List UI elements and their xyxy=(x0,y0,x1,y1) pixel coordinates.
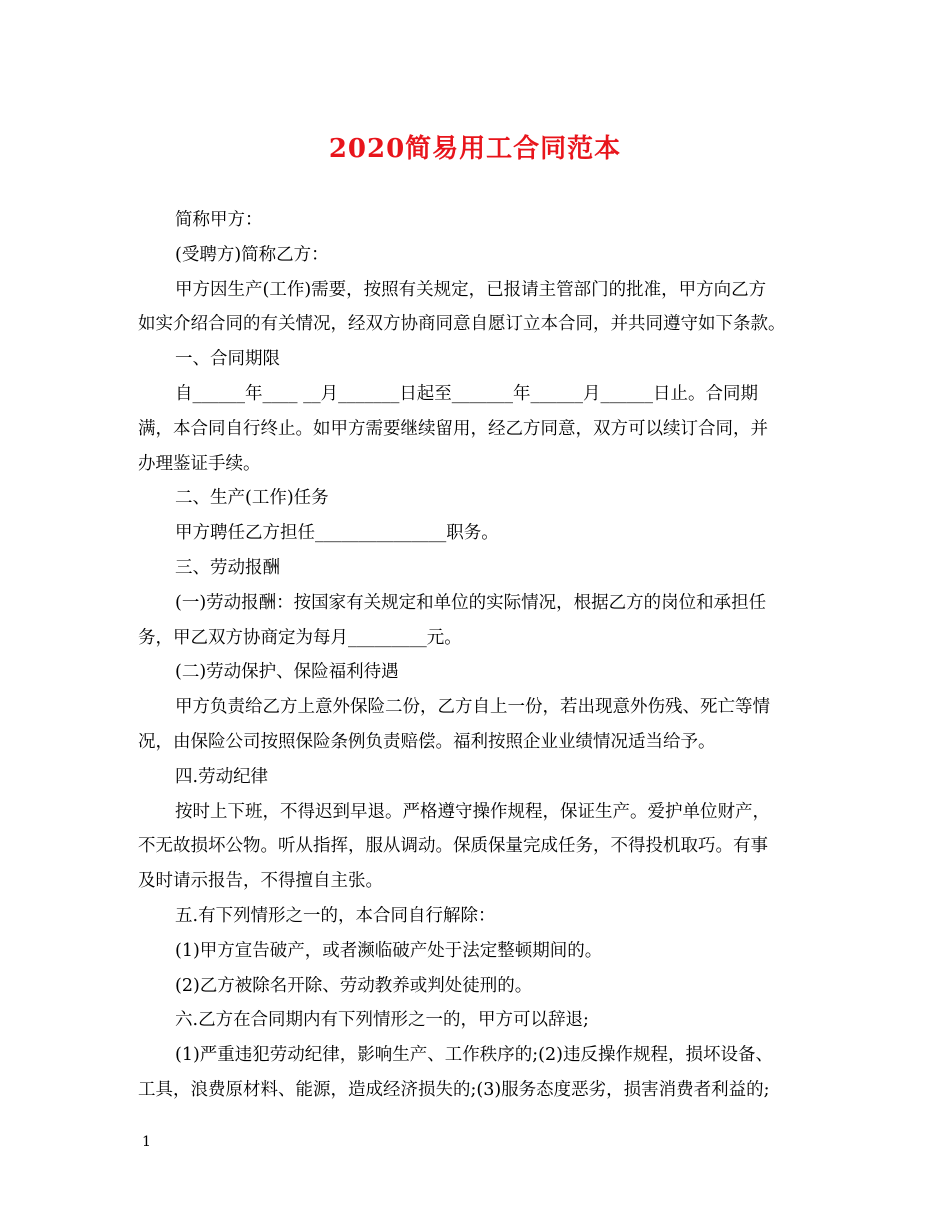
text-line: 按时上下班，不得迟到早退。严格遵守操作规程，保证生产。爱护单位财产， xyxy=(175,801,770,822)
text-line: 办理鉴证手续。 xyxy=(138,453,261,474)
text-line: (1)甲方宣告破产，或者濒临破产处于法定整顿期间的。 xyxy=(175,940,603,961)
text-line: 简称甲方： xyxy=(175,210,263,230)
text-line: 及时请示报告，不得擅自主张。 xyxy=(138,871,383,892)
text-line: 二、生产(工作)任务 xyxy=(175,488,329,509)
text-line: (2)乙方被除名开除、劳动教养或判处徒刑的。 xyxy=(175,975,533,996)
text-line: 务，甲乙双方协商定为每月_________元。 xyxy=(138,627,462,648)
text-line: (二)劳动保护、保险福利待遇 xyxy=(175,662,399,683)
text-line: 一、合同期限 xyxy=(175,349,280,370)
text-line: 甲方负责给乙方上意外保险二份，乙方自上一份，若出现意外伤残、死亡等情 xyxy=(175,697,770,718)
text-line: (1)严重违犯劳动纪律，影响生产、工作秩序的;(2)违反操作规程，损坏设备、 xyxy=(175,1045,773,1066)
page-number: 1 xyxy=(142,1134,151,1150)
text-line: 不无故损坏公物。听从指挥，服从调动。保质保量完成任务，不得投机取巧。有事 xyxy=(138,836,768,857)
text-line: (一)劳动报酬：按国家有关规定和单位的实际情况，根据乙方的岗位和承担任 xyxy=(175,592,767,613)
text-line: 五.有下列情形之一的，本合同自行解除： xyxy=(175,905,496,926)
document-body xyxy=(138,203,818,1108)
document-title: 2020简易用工合同范本 xyxy=(328,134,622,164)
text-line: 六.乙方在合同期内有下列情形之一的，甲方可以辞退; xyxy=(175,1010,589,1031)
text-line: 工具，浪费原材料、能源，造成经济损失的;(3)服务态度恶劣，损害消费者利益的; xyxy=(138,1079,770,1100)
text-line: 自______年____ __月_______日起至_______年______月______日止。合同期 xyxy=(175,383,759,404)
text-line: 四.劳动纪律 xyxy=(175,766,269,787)
text-line: (受聘方)简称乙方： xyxy=(175,244,329,265)
text-line: 满，本合同自行终止。如甲方需要继续留用，经乙方同意，双方可以续订合同，并 xyxy=(138,418,768,439)
text-line: 况，由保险公司按照保险条例负责赔偿。福利按照企业业绩情况适当给予。 xyxy=(138,731,716,752)
text-line: 三、劳动报酬 xyxy=(175,557,280,578)
text-line: 甲方聘任乙方担任_______________职务。 xyxy=(175,523,499,544)
text-line: 如实介绍合同的有关情况，经双方协商同意自愿订立本合同，并共同遵守如下条款。 xyxy=(138,314,786,335)
text-line: 甲方因生产(工作)需要，按照有关规定，已报请主管部门的批准，甲方向乙方 xyxy=(175,279,767,300)
